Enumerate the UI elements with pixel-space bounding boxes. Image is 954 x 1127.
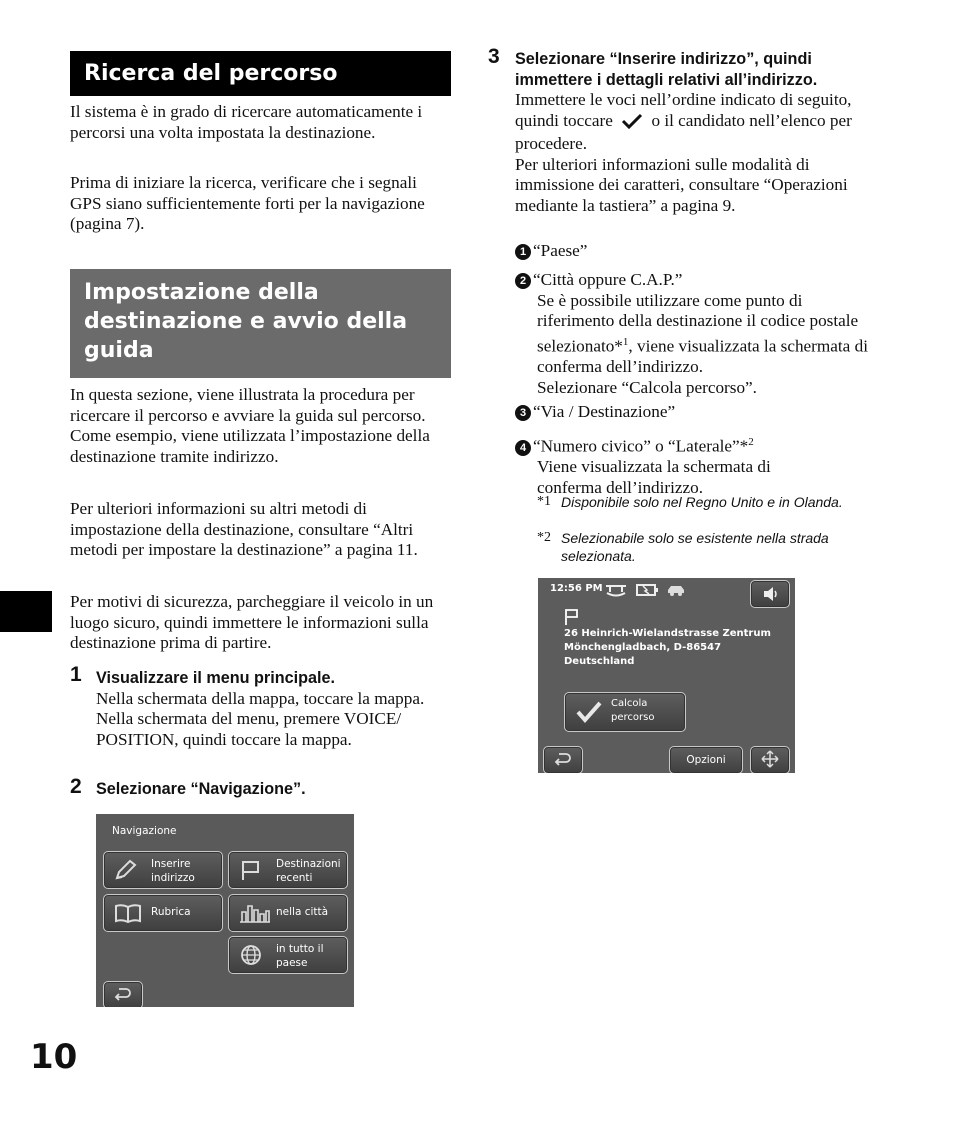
button-label: Opzioni [686, 754, 726, 766]
back-arrow-icon [554, 751, 572, 771]
substep-body: Selezionare “Calcola percorso”. [537, 377, 757, 397]
in-tutto-il-paese-button[interactable] [228, 936, 348, 974]
car-icon [666, 582, 686, 601]
button-label: Destinazioni recenti [276, 858, 341, 884]
step-body-text: o il candidato nell’elenco per procedere. [515, 110, 852, 154]
destinazioni-recenti-button[interactable] [228, 851, 348, 889]
other-methods-paragraph: Per ulteriori informazioni su altri metodi di impostazione della destinazione, consultare “Altri metodi per impostare la destinazione” a pagina 11. [70, 499, 418, 560]
substep-number: 3 [515, 405, 531, 421]
pencil-icon [114, 859, 138, 885]
section-title-ricerca: Ricerca del percorso [70, 51, 451, 96]
check-icon [621, 113, 643, 135]
substep-label: “Paese” [533, 241, 588, 260]
navigation-screen [96, 814, 354, 1007]
volume-button[interactable] [750, 580, 790, 608]
step-body: Nella schermata della mappa, toccare la mappa. [96, 688, 425, 708]
footnote-ref: 1 [622, 335, 629, 348]
address-line: Deutschland [564, 656, 635, 667]
footnote-text: Disponibile solo nel Regno Unito e in Olanda. [561, 494, 843, 510]
check-icon [575, 700, 603, 728]
step-title: Selezionare “Inserire indirizzo”, quindi immettere i dettagli relativi all’indirizzo. [515, 50, 818, 89]
button-label: Rubrica [151, 906, 191, 918]
address-confirm-screen [538, 578, 795, 773]
substep-4 [515, 432, 870, 499]
substep-body-text: Se è possibile utilizzare come punto di riferimento della destinazione il codice postale selezionato* [537, 290, 859, 356]
battery-icon [636, 582, 660, 601]
move-button[interactable] [750, 746, 790, 773]
substep-number: 1 [515, 244, 531, 260]
step-body [515, 90, 870, 155]
section-title-impostazione [70, 269, 451, 378]
substep-3 [515, 402, 870, 423]
step-number: 2 [70, 775, 82, 798]
step-body-text: Immettere le voci nell’ordine indicato di seguito, quindi toccare [515, 90, 852, 130]
footnote-mark: *2 [537, 530, 551, 545]
intro-paragraph: Il sistema è in grado di ricercare automaticamente i percorsi una volta impostata la destinazione. [70, 102, 423, 142]
step-body: Per ulteriori informazioni sulle modalità di immissione dei caratteri, consultare “Operazioni mediante la tastiera” a pagina 9. [515, 154, 848, 215]
back-button[interactable] [543, 746, 583, 773]
step-number: 1 [70, 663, 82, 686]
substep-label: “Numero civico” o “Laterale”* [533, 436, 749, 456]
substep-number: 2 [515, 273, 531, 289]
step-3 [515, 49, 870, 217]
back-button[interactable] [103, 981, 143, 1007]
footnote-2 [537, 529, 867, 565]
section-title-line: guida [84, 338, 154, 363]
address-line: Mönchengladbach, D-86547 [564, 642, 722, 653]
substep-1 [515, 241, 870, 262]
substep-body [537, 291, 870, 378]
substep-number: 4 [515, 440, 531, 456]
button-label: Calcola percorso [611, 698, 655, 723]
safety-paragraph: Per motivi di sicurezza, parcheggiare il veicolo in un luogo sicuro, quindi immettere le informazioni sulla destinazione prima di partire. [70, 592, 434, 653]
gps-paragraph: Prima di iniziare la ricerca, verificare che i segnali GPS siano sufficientemente forti per la navigazione (pagina 7). [70, 173, 425, 234]
calcola-percorso-button[interactable] [564, 692, 686, 732]
step-body: Nella schermata del menu, premere VOICE/ POSITION, quindi toccare la mappa. [96, 709, 402, 749]
substep-body-text: , viene visualizzata la schermata di conferma dell’indirizzo. [537, 336, 868, 377]
substep-label: “Città oppure C.A.P.” [533, 270, 683, 289]
flag-icon [239, 859, 263, 885]
step-1 [96, 668, 452, 750]
book-icon [114, 902, 142, 928]
page-number: 10 [30, 1037, 78, 1077]
screen-title: Navigazione [112, 825, 177, 837]
substep-label: “Via / Destinazione” [533, 402, 676, 421]
button-label: Inserire indirizzo [151, 858, 195, 884]
speaker-icon [762, 586, 780, 606]
side-tab-marker [0, 591, 52, 632]
button-label: in tutto il paese [276, 943, 324, 969]
signal-icon [604, 582, 628, 601]
clock-time: 12:56 PM [550, 583, 603, 594]
footnote-1 [537, 493, 867, 511]
button-label: nella città [276, 906, 329, 918]
nella-citta-button[interactable] [228, 894, 348, 932]
move-icon [761, 750, 779, 772]
procedure-paragraph: In questa sezione, viene illustrata la procedura per ricercare il percorso e avviare la guida sul percorso. [70, 385, 426, 425]
section-intro [70, 385, 442, 467]
step-number: 3 [488, 45, 500, 68]
example-paragraph: Come esempio, viene utilizzata l’impostazione della destinazione tramite indirizzo. [70, 426, 430, 466]
footnote-text: Selezionabile solo se esistente nella strada selezionata. [561, 530, 829, 564]
footnote-ref: 2 [748, 436, 754, 448]
substep-body: Viene visualizzata la schermata di conferma dell’indirizzo. [537, 457, 771, 497]
section-title-line: destinazione e avvio della [84, 309, 408, 334]
opzioni-button[interactable] [669, 746, 743, 773]
city-icon [239, 902, 271, 928]
step-title: Selezionare “Navigazione”. [96, 780, 306, 798]
section-title-line: Impostazione della [84, 280, 319, 305]
rubrica-button[interactable] [103, 894, 223, 932]
substep-2 [515, 270, 870, 398]
back-arrow-icon [114, 986, 132, 1006]
globe-icon [239, 944, 263, 970]
step-title: Visualizzare il menu principale. [96, 669, 336, 687]
address-line: 26 Heinrich-Wielandstrasse Zentrum [564, 628, 771, 639]
inserire-indirizzo-button[interactable] [103, 851, 223, 889]
footnote-mark: *1 [537, 494, 551, 509]
address-block [564, 627, 771, 669]
